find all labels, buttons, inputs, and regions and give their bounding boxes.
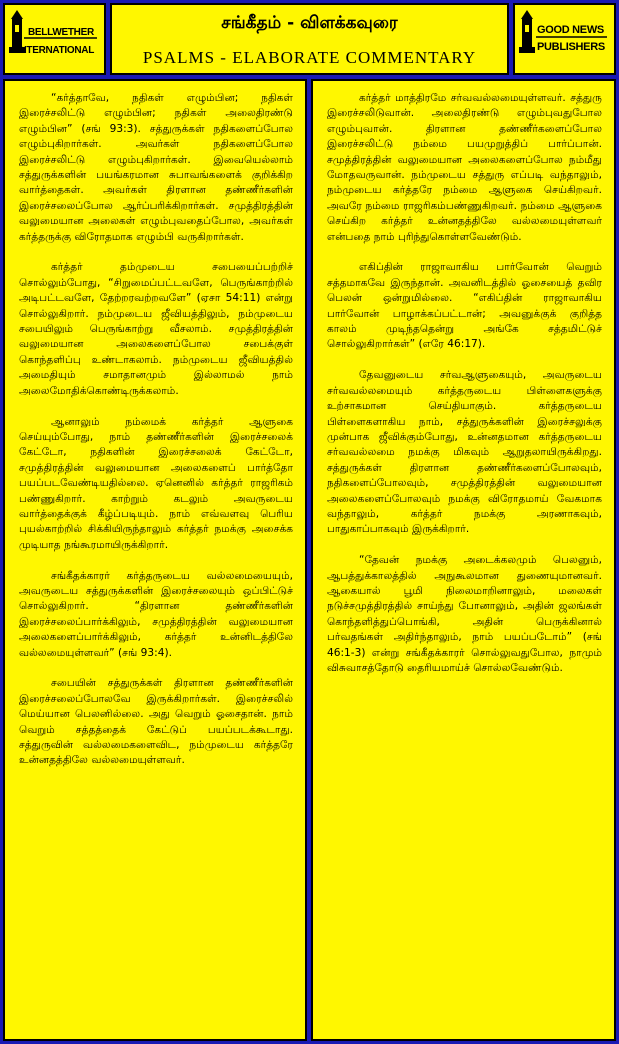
- bellwether-logo-icon: [5, 5, 104, 73]
- paragraph: சபையின் சத்துருக்கள் திரளான தண்ணீர்களின் இரைச்சலைப்போலவே இருக்கிறார்கள். இரைச்சலில் மெய்யான பெலனில்லை. அது வெறும் ஓசைதான். நாம் வெறும் சத்தத்தைக் கேட்டுப் பயப்படக்கூடாது. சத்துருவின் வல்லமைகளைவிட, நம்முடைய கர்த்தரே உன்னதத்திலே வல்லமையுள்ளவர்.: [19, 677, 293, 767]
- good-news-logo-icon: [515, 5, 614, 73]
- left-column: [3, 79, 307, 1041]
- paragraph: கர்த்தர் மாத்திரமே சர்வவல்லமையுள்ளவர். சத்துரு இரைச்சலிடுவான். அலைதிரண்டு எழும்புவதுபோல எழும்புவான். திரளான தண்ணீர்களைப்போல இரைச்சலிட்டு நம்மை பயமுறுத்திப் பார்ப்பான். சமுத்திரத்தின் வலுமையான அலைகளைப்போல நம்மீது மோதவருவான். நம்முடைய சத்துரு எப்படி வந்தாலும், நம்முடைய கர்த்தரே நம்மை ஆளுகை செய்கிறவர். அவரே நம்மை ராஜரிகம்பண்ணுகிறவர். நம்மை ஆளுகை செய்கிற கர்த்தர் உன்னதத்திலே வல்லமையுள்ளவர் என்பதை நாம் புரிந்துகொள்ளவேண்டும்.: [327, 92, 602, 243]
- logo-left-line1: BELLWETHER: [28, 27, 94, 38]
- paragraph: ஆனாலும் நம்மைக் கர்த்தர் ஆளுகை செய்யும்போது, நாம் தண்ணீர்களின் இரைச்சலைக் கேட்டோ, நதிகளின் இரைச்சலைக் கேட்டோ, சமுத்திரத்தின் வலுமையான அலைகளைப் பார்த்தோ பயப்படவேண்டியதில்லை. ஏனெனில் கர்த்தர் ராஜரிகம் பண்ணுகிறார். காற்றும் கடலும் அவருடைய வார்த்தைக்குக் கீழ்ப்படியும். நாம் எவ்வளவு பெரிய புயல்காற்றில் சிக்கியிருந்தாலும் கர்த்தர் நமக்கு அசைக்க முடியாத நங்கூரமாயிருக்கிறார்.: [19, 415, 293, 551]
- paragraph: கர்த்தர் தம்முடைய சபையைப்பற்றிச் சொல்லும்போது, “சிறுமைப்பட்டவளே, பெருங்காற்றில் அடிபட்டவளே, தேற்றரவற்றவளே” (ஏசா 54:11) என்று சொல்லுகிறார். நம்முடைய ஜீவியத்திலும், நம்முடைய சபையிலும் பெருங்காற்று வீசலாம். சமுத்திரத்தின் வலுமையான அலைகளைப்போல சபைக்குள் கொந்தளிப்பு உண்டாகலாம். நம்முடைய ஜீவியத்தில் அமைதியும் சமாதானமும் இல்லாமல் நாம் அலைமோதிக்கொண்டிருக்கலாம்.: [19, 261, 293, 397]
- paragraph: தேவனுடைய சர்வஆளுகையும், அவருடைய சர்வவல்லமையும் கர்த்தருடைய பிள்ளைகளுக்கு உற்சாகமான செய்தியாகும். கர்த்தருடைய பிள்ளைகளாகிய நாம், சத்துருக்களின் இரைச்சலுக்கு முன்பாக ஜீவிக்கும்போது, உன்னதமான கர்த்தருடைய சர்வவல்லமை நமக்கு மிகவும் ஆறுதலாயிருக்கிறது. சத்துருக்கள் திரளான தண்ணீர்களைப்போலவும், நதிகளைப்போலவும், சமுத்திரத்தின் வலுமையான அலைகளைப்போலவும் நமக்கு விரோதமாய் வேகமாக வந்தாலும், கர்த்தர் நமக்கு அரணாகவும், பாதுகாப்பாகவும் இருக்கிறார்.: [327, 369, 602, 536]
- logo-right-line1: GOOD NEWS: [537, 24, 604, 36]
- paragraph: சங்கீதக்காரர் கர்த்தருடைய வல்லமையையும், அவருடைய சத்துருக்களின் இரைச்சலையும் ஒப்பிட்டுச் சொல்லுகிறார். “திரளான தண்ணீர்களின் இரைச்சலைப்பார்க்கிலும், சமுத்திரத்தின் வலுமையான அலைகளைப்பார்க்கிலும், கர்த்தர் உன்னிடத்திலே வல்லமையுள்ளவர்” (சங் 93:4).: [19, 569, 293, 659]
- logo-bellwether: [3, 3, 106, 75]
- left-column-text: [19, 91, 293, 769]
- right-column-text: [327, 91, 602, 676]
- paragraph: “கர்த்தாவே, நதிகள் எழும்பின; நதிகள் இரைச்சலிட்டு எழும்பின; நதிகள் அலைதிரண்டு எழும்பின” (சங் 93:3). சத்துருக்கள் நதிகளைப்போல எழும்புகிறார்கள். அவர்கள் நதிகளைப்போல இரைச்சலிட்டு எழும்புகிறார்கள். இவையெல்லாம் சத்துருக்களின் பயங்கரமான சுபாவங்களைக் குறிக்கிற வார்த்தைகள். அவர்கள் திரளான தண்ணீர்களின் இரைச்சலைப்போல ஆர்ப்பரிக்கிறார்கள். சமுத்திரத்தின் வலுமையான அலைகள் எழும்புவதைப்போல, அவர்கள் கர்த்தருக்கு விரோதமாக எழும்பி வருகிறார்கள்.: [19, 92, 293, 243]
- right-column: [311, 79, 616, 1041]
- paragraph: “தேவன் நமக்கு அடைக்கலமும் பெலனும், ஆபத்துக்காலத்தில் அநுகூலமான துணையுமானவர். ஆகையால் பூமி நிலைமாறினாலும், மலைகள் நடுச்சமுத்திரத்தில் சாய்ந்து போனாலும், அதின் ஜலங்கள் கொந்தளித்துப்பொங்கி, அதின் பெருக்கினால் பர்வதங்கள் அதிர்ந்தாலும், நாம் பயப்படோம்” (சங் 46:1-3) என்று சங்கீதக்காரர் சொல்லுவதுபோல, நாமும் விசுவாசத்தோடு தைரியமாய்ச் சொல்லவேண்டும்.: [327, 554, 602, 674]
- page-header: [110, 3, 509, 75]
- page-title-tamil: சங்கீதம் - விளக்கவுரை: [221, 13, 398, 33]
- logo-left-line2: INTERNATIONAL: [17, 45, 95, 56]
- page-title-english: PSALMS - ELABORATE COMMENTARY: [142, 48, 477, 67]
- logo-right-line2: PUBLISHERS: [537, 41, 605, 53]
- logo-good-news: [513, 3, 616, 75]
- paragraph: எகிப்தின் ராஜாவாகிய பார்வோன் வெறும் சத்தமாகவே இருந்தான். அவனிடத்தில் ஓசையைத் தவிர பெலன் ஒன்றுமில்லை. “எகிப்தின் ராஜாவாகிய பார்வோன் பாழாக்கப்பட்டான்; அவனுக்குக் குறித்த காலம் முடிந்ததென்று அங்கே சத்தமிட்டுச் சொல்லுகிறார்கள்” (எரே 46:17).: [327, 261, 602, 351]
